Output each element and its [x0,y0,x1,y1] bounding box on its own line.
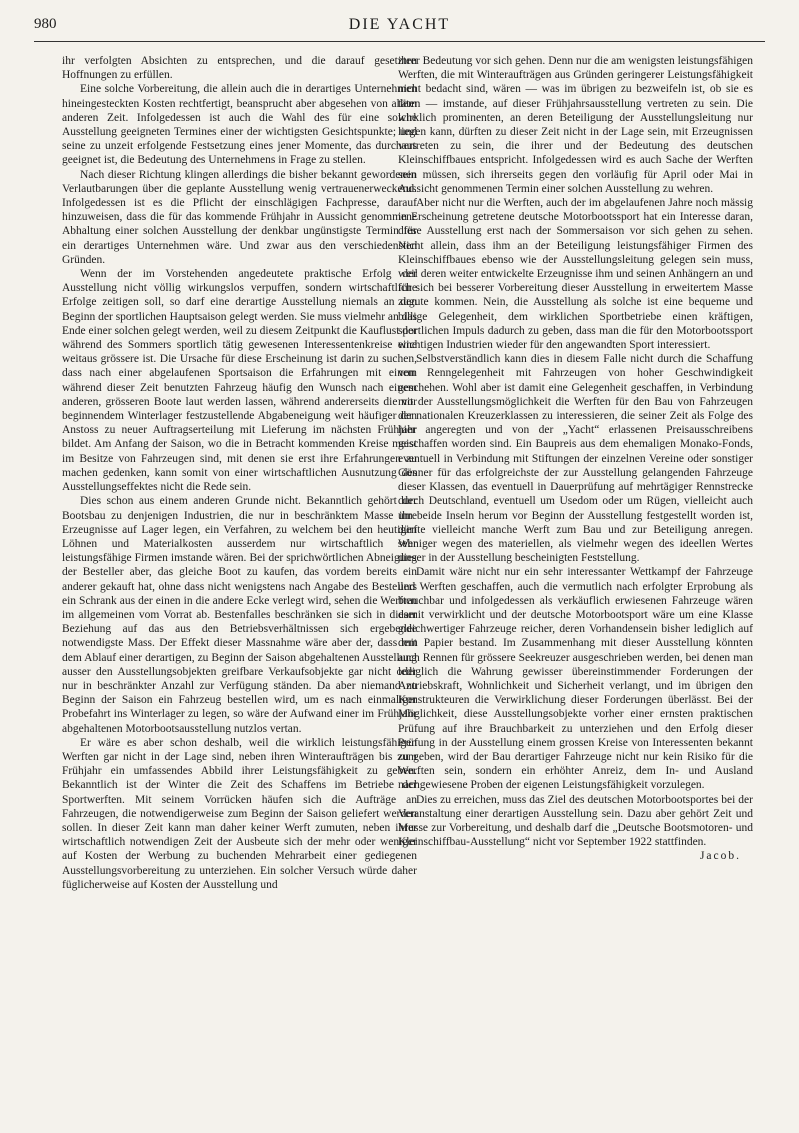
left-column [62,54,417,892]
header-rule [34,41,765,42]
paragraph: Er wäre es aber schon deshalb, weil die wirklich leistungsfähigen Werften gar nicht in der Lage sind, neben ihren Winteraufträgen bis zum Frühjahr ein umfassendes Abbild ihrer Leistungsfähigkeit zu geben. Bekanntlich ist der Winter die Zeit des Schaffens im Betriebe der Sportwerften. Mit seinem Vorrücken häufen sich die Aufträge an Fahrzeugen, die notwendigerweise zum Beginn der Saison geliefert werden sollen. In dieser Zeit kann man daher keiner Werft zumuten, neben ihrer wirtschaftlich notwendigen Zeit der Ausbeute sich der mehr oder weniger auf Kosten der Werbung zu buchenden Mehrarbeit einer gediegenen Ausstellungsvorbereitung zu unterziehen. Ein solcher Versuch würde daher füglicherweise auf Kosten der Ausstellung und [62,736,417,891]
running-title: DIE YACHT [348,16,451,33]
paragraph: Dies schon aus einem anderen Grunde nicht. Bekanntlich gehört der Bootsbau zu denjenigen Industrien, die nur in beschränktem Masse ihre Erzeugnisse auf Lager legen, ein Verfahren, zu welchem bei den heutigen Löhnen und Materialkosten ausserdem nur wirtschaftlich sehr leistungsfähige Firmen imstande wären. Bei der sprichwörtlichen Abneigung der Besteller aber, das gleiche Boot zu kaufen, das vordem bereits ein anderer gekauft hat, ohne dass nicht wenigstens nach Angabe des Bestellers ein Schrank aus der einen in die andere Ecke verlegt wird, sehen die Werften im allgemeinen vom Vorrat ab. Bestenfalles beschränken sie sich in dieser Beziehung auf das aus den Betriebsverhältnissen sich ergebende notwendigste Mass. Der Effekt dieser Massnahme wäre aber der, dass mit dem Ablauf einer derartigen, zu Beginn der Saison abgehaltenen Ausstellung ausser den Ausstellungsobjekten greifbare Verkaufsobjekte gar nicht oder nur in beschränkter Anzahl zur Verfügung ständen. Da aber niemand zu Beginn der Saison ein Fahrzeug bestellen wird, um es nach einmaliger Probefahrt ins Winterlager zu legen, so wäre der Aufwand einer im Frühjahr abgehaltenen Motorbootsausstellung nutzlos vertan. [62,495,417,735]
page-number: 980 [34,16,57,32]
paragraph: Aber nicht nur die Werften, auch der im abgelaufenen Jahre noch mässig in Erscheinung getretene deutsche Motorbootssport hat ein Interesse daran, diese Ausstellung erst nach der Sommersaison vor sich gehen zu sehen. Nicht allein, dass ihm an der Beteiligung leistungsfähiger Firmen des Kleinschiffbaues ebenso wie der Ausstellungsleitung gelegen sein muss, weil deren weiter entwickelte Erzeugnisse ihm und seinen Anhängern an und für sich bei besserer Vorbereitung dieser Ausstellung in erweitertem Masse zugute kommen. Nein, die Ausstellung als solche ist eine bequeme und billige Gelegenheit, dem wirklichen Sportbetriebe einen kräftigen, sportlichen Impuls dadurch zu geben, dass man die für den Motorbootssport wichtigen Industrien wieder für den angewandten Sport interessiert. [398,197,753,352]
paragraph: Nach dieser Richtung klingen allerdings die bisher bekannt gewordenen Verlautbarungen über die geplante Ausstellung wenig vertrauenerweckend. Infolgedessen ist es die Pflicht der einschlägigen Fachpresse, darauf hinzuweisen, dass die für das kommende Frühjahr in Aussicht genommene Abhaltung einer solchen Ausstellung der denkbar ungünstigste Termin für ein derartiges Unternehmen wäre. Und zwar aus den verschiedensten Gründen. [62,168,417,266]
paragraph: Eine solche Vorbereitung, die allein auch die in derartiges Unternehmen hineingesteckten Kosten rechtfertigt, beansprucht aber abgesehen von allem anderen Zeit. Infolgedessen ist auch die Wahl des für eine solche Ausstellung geeigneten Termines einer der wichtigsten Gesichtspunkte; und seine zu unzeit erfolgende Festsetzung eines jener Momente, das durchaus geeignet ist, die Bedeutung des Unternehmens in Frage zu stellen. [62,83,417,167]
author-signature: Jacob. [699,850,741,863]
right-column [398,54,753,864]
paragraph: ihrer Bedeutung vor sich gehen. Denn nur die am wenigsten leistungsfähigen Werften, die mit Winteraufträgen aus Gründen geringerer Leistungsfähigkeit nicht bedacht sind, wären — was im übrigen zu bezweifeln ist, ob sie es täten — imstande, auf dieser Frühjahrsausstellung vertreten zu sein. Die wirklich prominenten, an deren Beteiligung der Ausstellungsleitung nur liegen kann, dürften zu dieser Zeit nicht in der Lage sein, mit Erzeugnissen vertreten zu sein, die ihrer und der Bedeutung des deutschen Kleinschiffbaues entspricht. Infolgedessen wird es auch Sache der Werften sein müssen, sich ihrerseits gegen den vorläufig für April oder Mai in Aussicht genommenen Termin einer solchen Ausstellung zu wehren. [398,55,753,195]
page-header [34,16,765,38]
paragraph: Damit wäre nicht nur ein sehr interessanter Wettkampf der Fahrzeuge und Werften geschaffen, auch die vermutlich nach erfolgter Erprobung als brauchbar und infolgedessen als verkäuflich erwiesenen Fahrzeuge wären damit verwirklicht und der deutsche Motorbootsport wäre um eine Klasse gleichwertiger Fahrzeuge reicher, deren Vorhandensein bisher lediglich auf dem Papier bestand. Im Zusammenhang mit dieser Ausstellung könnten auch Rennen für grössere Seekreuzer ausgeschrieben werden, bei denen man lediglich die Wahrung gewisser übereinstimmender Forderungen der Antriebskraft, Wohnlichkeit und Sicherheit verlangt, und im übrigen den Konstrukteuren die Verwirklichung dieser Forderungen überlässt. Bei der Möglichkeit, diese Ausstellungsobjekte vorher einer ernsten praktischen Prüfung auf ihre Brauchbarkeit zu unterziehen und den Erfolg dieser Prüfung in der Ausstellung einem grossen Kreise von Interessenten bekannt zu geben, wird der Bau derartiger Fahrzeuge nicht nur kein Risiko für die Werften sein, sondern ein erhöhter Anreiz, dem In- und Ausland nachgewiesene Proben der eigenen Leistungsfähigkeit vorzulegen. [398,566,753,792]
paragraph: Selbstverständlich kann dies in diesem Falle nicht durch die Schaffung von Renngelegenheit mit Fahrzeugen von hoher Geschwindigkeit geschehen. Wohl aber ist damit eine Gelegenheit geschaffen, in Verbindung mit der Ausstellungsmöglichkeit die Werften für den Bau von Fahrzeugen der nationalen Kreuzerklassen zu interessieren, die seiner Zeit als Folge des hier angeregten und von der „Yacht“ erlassenen Preisausschreibens geschaffen worden sind. Ein Baupreis aus dem ehemaligen Monako-Fonds, eventuell in Verbindung mit Stiftungen der einzelnen Vereine oder sonstiger Gönner für das erfolgreichste der zur Ausstellung gelangenden Fahrzeuge dieser Klassen, das eventuell in Dauerprüfung auf mehrtägiger Rennstrecke durch Deutschland, eventuell um Usedom oder um Rügen, vielleicht auch um beide Inseln herum vor Beginn der Ausstellung festgestellt worden ist, dürfte vielleicht manche Werft zum Bau und zur Beteiligung anregen. Weniger wegen des materiellen, als vielmehr wegen des ideellen Wertes dieser in der Ausstellung bescheinigten Feststellung. [398,353,753,565]
paragraph: Dies zu erreichen, muss das Ziel des deutschen Motorbootsportes bei der Veranstaltung einer derartigen Ausstellung sein. Dazu aber gehört Zeit und Musse zur Vorbereitung, und deshalb darf die „Deutsche Bootsmotoren- und Kleinschiffbau-Ausstellung“ nicht vor September 1922 stattfinden. [398,793,753,849]
paragraph: ihr verfolgten Absichten zu entsprechen, und die darauf gesetzten Hoffnungen zu erfüllen. [62,55,417,82]
paragraph: Wenn der im Vorstehenden angedeutete praktische Erfolg der Ausstellung nicht völlig wirkungslos verpuffen, sondern wirtschaftliche Erfolge zeitigen soll, so darf eine derartige Ausstellung niemals an den Beginn der sportlichen Hauptsaison gelegt werden. Sie muss vielmehr an das Ende einer solchen gelegt werden, weil zu diesem Zeitpunkt die Kauflust der während des Sommers sportlich tätig gewesenen Interessentenkreise eine weitaus grössere ist. Die Ursache für diese Erscheinung ist darin zu suchen, dass nach einer abgelaufenen Sportsaison die Erfahrungen mit einem während dieser Zeit benutzten Fahrzeug häufig den Wunsch nach einem anderen, grösseren Boote laut werden lassen, während andererseits die vor beginnendem Winterlager festzustellende Abgabeneigung weit häufiger den Anstoss zu neuer Auftragserteilung mit Lieferung im nächsten Frühjahr bildet. Am Anfang der Saison, wo die in Betracht kommenden Kreise meist im Besitze von Fahrzeugen sind, mit denen sie erst ihre Erfahrungen zu machen gedenken, kann somit von einer wirtschaftlichen Ausnutzung des Ausstellungseffektes nicht die Rede sein. [62,268,417,494]
